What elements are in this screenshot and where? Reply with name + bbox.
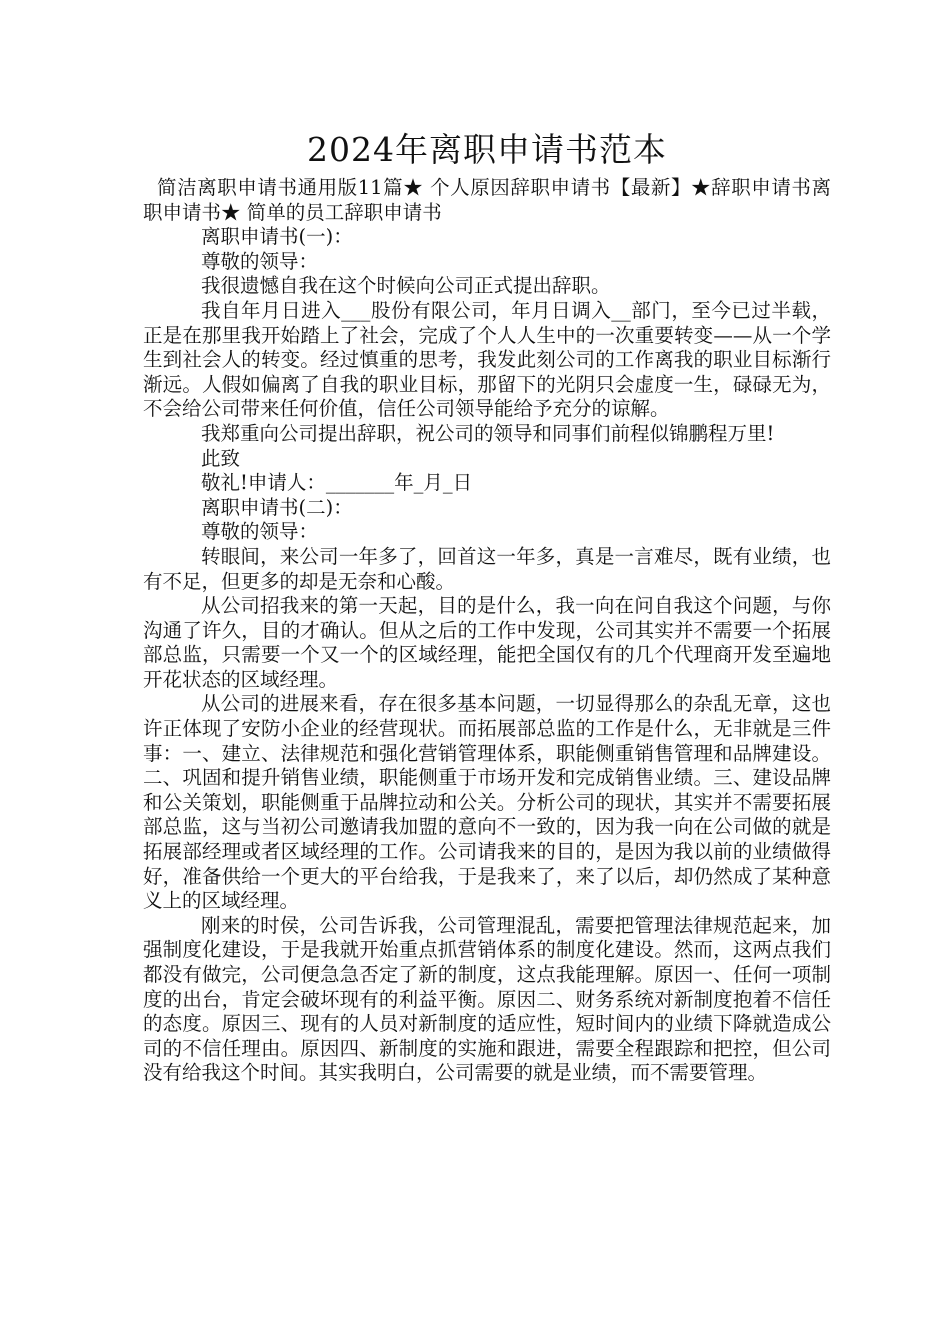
paragraph: 我郑重向公司提出辞职，祝公司的领导和同事们前程似锦鹏程万里! <box>201 421 775 445</box>
paragraph: 从公司招我来的第一天起，目的是什么，我一向在问自我这个问题，与你沟通了许久，目的才确认。但从之后的工作中发现，公司其实并不需要一个拓展部总监，只需要一个又一个的区域经理，能把全国仅有的几个代理商开发至遍地开花状态的区域经理。 <box>143 594 831 691</box>
paragraph: 刚来的时侯，公司告诉我，公司管理混乱，需要把管理法律规范起来，加强制度化建设，于是我就开始重点抓营销体系的制度化建设。然而，这两点我们都没有做完，公司便急急否定了新的制度，这点我能理解。原因一、任何一项制度的出台，肯定会破坏现有的利益平衡。原因二、财务系统对新制度抱着不信任的态度。原因三、现有的人员对新制度的适应性，短时间内的业绩下降就造成公司的不信任理由。原因四、新制度的实施和跟进，需要全程跟踪和把控，但公司没有给我这个时间。其实我明白，公司需要的就是业绩，而不需要管理。 <box>143 913 831 1085</box>
salutation-1: 尊敬的领导： <box>201 249 319 273</box>
signature-line: 敬礼!申请人：_______年_月_日 <box>201 471 473 495</box>
document-title: 2024年离职申请书范本 <box>307 130 667 169</box>
paragraph: 从公司的进展来看，存在很多基本问题，一切显得那么的杂乱无章，这也许正体现了安防小企业的经营现状。而拓展部总监的工作是什么，无非就是三件事：一、建立、法律规范和强化营销管理体系，职能侧重销售管理和品牌建设。二、巩固和提升销售业绩，职能侧重于市场开发和完成销售业绩。三、建设品牌和公关策划，职能侧重于品牌拉动和公关。分析公司的现状，其实并不需要拓展部总监，这与当初公司邀请我加盟的意向不一致的，因为我一向在公司做的就是拓展部经理或者区域经理的工作。公司请我来的目的，是因为我以前的业绩做得好，准备供给一个更大的平台给我，于是我来了，来了以后，却仍然成了某种意义上的区域经理。 <box>143 692 831 913</box>
section-heading-2: 离职申请书(二)： <box>201 495 353 519</box>
paragraph: 我很遗憾自我在这个时候向公司正式提出辞职。 <box>201 274 611 298</box>
closing-phrase: 此致 <box>201 446 241 470</box>
document-subtitle: 简洁离职申请书通用版11篇★ 个人原因辞职申请书【最新】★辞职申请书离职申请书★ 简单的员工辞职申请书 <box>143 176 831 224</box>
salutation-2: 尊敬的领导： <box>201 520 319 544</box>
paragraph: 转眼间，来公司一年多了，回首这一年多，真是一言难尽，既有业绩，也有不足，但更多的却是无奈和心酸。 <box>143 544 831 593</box>
section-heading-1: 离职申请书(一)： <box>201 225 353 249</box>
document-page <box>143 128 831 1086</box>
paragraph: 我自年月日进入___股份有限公司，年月日调入__部门，至今已过半载，正是在那里我开始踏上了社会，完成了个人人生中的一次重要转变——从一个学生到社会人的转变。经过慎重的思考，我发此刻公司的工作离我的职业目标渐行渐远。人假如偏离了自我的职业目标，那留下的光阴只会虚度一生，碌碌无为，不会给公司带来任何价值，信任公司领导能给予充分的谅解。 <box>143 298 831 421</box>
